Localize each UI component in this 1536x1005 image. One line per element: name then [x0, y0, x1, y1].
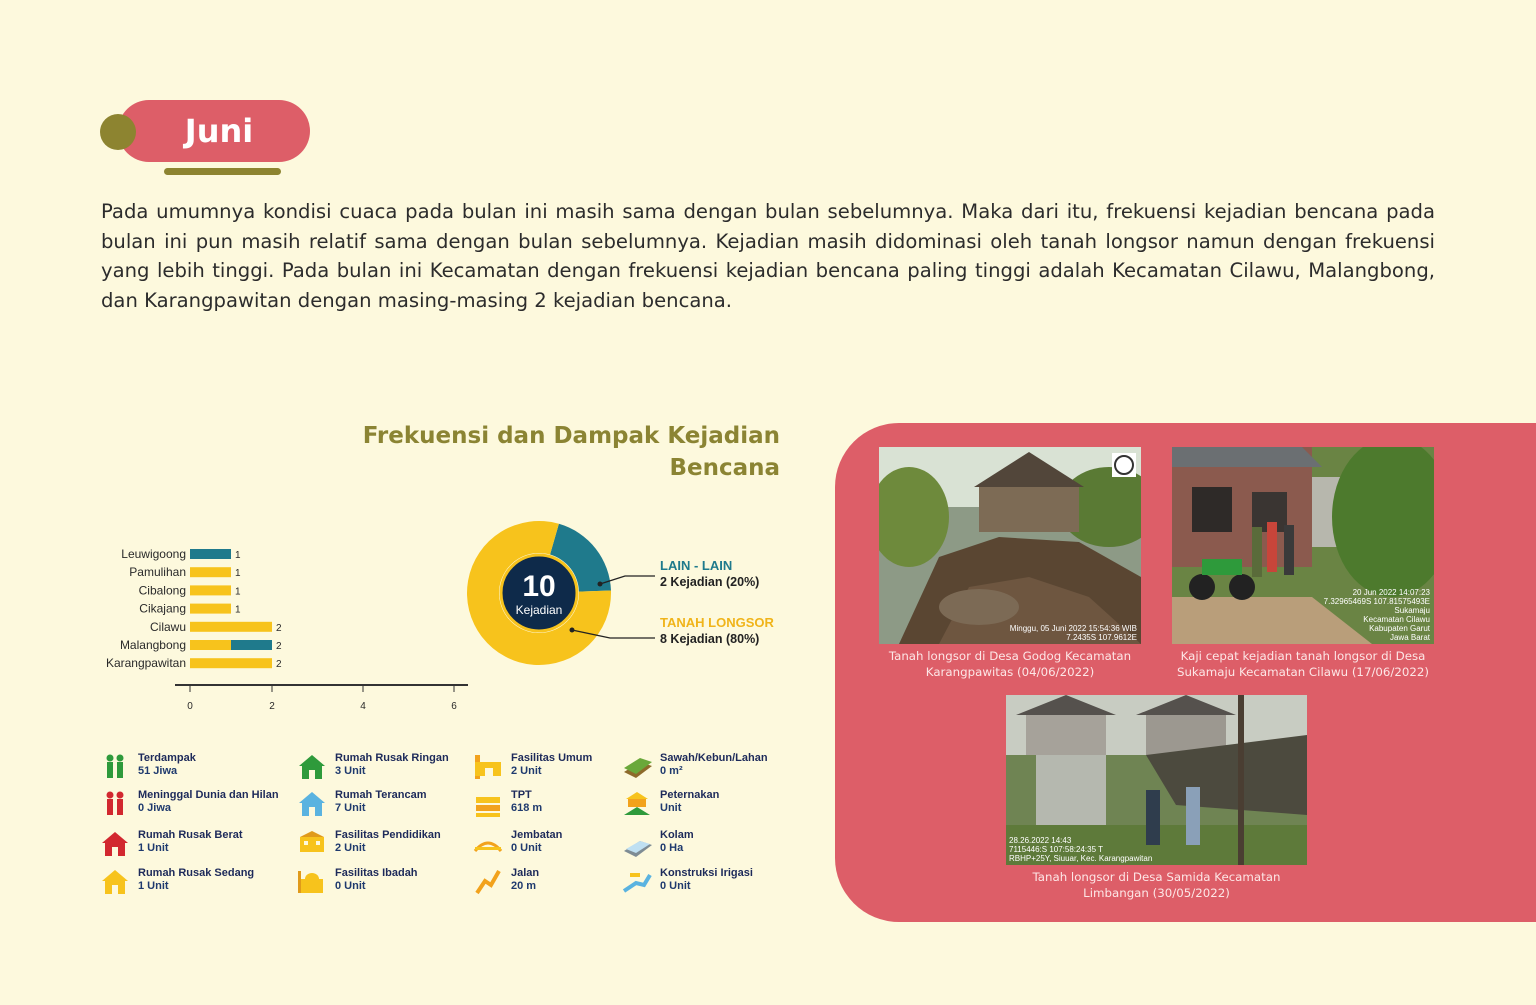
month-title: Juni — [184, 112, 254, 150]
legend-label: Meninggal Dunia dan Hilan — [138, 789, 279, 801]
legend-label: Sawah/Kebun/Lahan — [660, 752, 768, 764]
chart-title — [330, 420, 780, 484]
legend-value: 0 Unit — [511, 841, 542, 854]
legend-label: Rumah Rusak Berat — [138, 829, 243, 841]
legend-value: 0 Unit — [660, 879, 691, 892]
impact-legend — [100, 748, 800, 908]
legend-label: Rumah Terancam — [335, 789, 427, 801]
legend-value: 618 m — [511, 801, 543, 814]
legend-label: Fasilitas Pendidikan — [335, 829, 441, 841]
bar-data-label: 2 — [276, 622, 282, 634]
photo-sukamaju — [1172, 447, 1434, 644]
legend-item — [473, 867, 539, 897]
legend-item — [100, 867, 254, 897]
photo-samida-stamp: 28.26.2022 14:43 7115446:S 107:58:24:35 T RBHP+25Y, Siuuar, Kec. Karangpawitan — [1009, 836, 1153, 863]
leader-dot — [598, 582, 603, 587]
bar-category-label: Cibalong — [138, 583, 186, 598]
mosque-icon — [297, 867, 327, 897]
chart-title-line-2: Bencana — [669, 455, 780, 481]
public-facility-icon — [473, 752, 503, 782]
bar-tanah-longsor — [190, 640, 231, 650]
legend-value: 20 m — [511, 879, 537, 892]
legend-value: 51 Jiwa — [138, 764, 178, 777]
legend-item — [473, 789, 542, 819]
legend-label: Fasilitas Umum — [511, 752, 593, 764]
legend-label: Konstruksi Irigasi — [660, 867, 753, 879]
legend-value: 2 Unit — [511, 764, 542, 777]
legend-label: Kolam — [660, 829, 694, 841]
photo-godog-caption: Tanah longsor di Desa Godog Kecamatan Karangpawitas (04/06/2022) — [888, 649, 1132, 679]
legend-item — [297, 789, 427, 819]
road-icon — [473, 867, 503, 897]
legend-label: Peternakan — [660, 789, 720, 801]
bar-data-label: 1 — [235, 568, 241, 580]
bar-category-label: Cilawu — [149, 619, 186, 634]
bar-category-label: Karangpawitan — [105, 656, 186, 671]
photo-sukamaju-stamp: 20 Jun 2022 14:07:23 7.32965469S 107.81575493E Sukamaju Kecamatan Cilawu Kabupaten Garut Jawa Barat — [1323, 588, 1430, 642]
pond-icon — [622, 829, 652, 859]
house-green-icon — [297, 752, 327, 782]
legend-item — [622, 829, 694, 859]
legend-value: 0 Unit — [335, 879, 366, 892]
legend-value: Unit — [660, 801, 682, 814]
legend-item — [297, 867, 418, 897]
donut-chart — [460, 510, 790, 680]
x-tick-label: 2 — [269, 701, 275, 712]
legend-value: 0 m² — [660, 764, 683, 777]
legend-item — [100, 789, 279, 819]
legend-label: Rumah Rusak Ringan — [335, 752, 449, 764]
bar-lain-lain — [231, 640, 272, 650]
bar-tanah-longsor — [190, 604, 231, 614]
legend-value: 7 Unit — [335, 801, 366, 814]
x-tick-label: 6 — [451, 701, 457, 712]
bar-data-label: 1 — [235, 550, 241, 561]
district-bar-chart — [100, 540, 480, 720]
legend-value: 1 Unit — [138, 841, 169, 854]
livestock-shed-icon — [622, 789, 652, 819]
legend-item — [100, 829, 243, 859]
bar-data-label: 2 — [276, 659, 282, 671]
intro-paragraph: Pada umumnya kondisi cuaca pada bulan ini masih sama dengan bulan sebelumnya. Maka dari itu, frekuensi kejadian bencana pada bulan ini pun masih relatif sama dengan bulan sebelumnya. Kejadian masih didominasi oleh tanah longsor namun dengan frekuensi yang lebih tinggi. Pada bulan ini Kecamatan dengan frekuensi kejadian bencana paling tinggi adalah Kecamatan Cilawu, Malangbong, dan Karangpawitan dengan masing-masing 2 kejadian bencana. — [101, 200, 1435, 312]
bar-tanah-longsor — [190, 585, 231, 595]
bar-category-label: Leuwigoong — [121, 547, 186, 561]
bar-category-label: Malangbong — [119, 638, 186, 652]
photo-godog — [879, 447, 1141, 644]
field-icon — [622, 752, 652, 782]
legend-label: Terdampak — [138, 752, 196, 764]
x-tick-label: 0 — [187, 701, 193, 712]
house-red-icon — [100, 829, 130, 859]
leader-dot — [570, 628, 575, 633]
photo-samida-caption: Tanah longsor di Desa Samida Kecamatan Limbangan (30/05/2022) — [1032, 870, 1281, 900]
school-icon — [297, 829, 327, 859]
bar-tanah-longsor — [190, 658, 272, 668]
photo-godog-stamp: Minggu, 05 Juni 2022 15:54:36 WIB 7.2435S 107.9612E — [1009, 624, 1137, 642]
legend-label: Jembatan — [511, 829, 563, 841]
legend-item — [297, 829, 441, 859]
legend-label: Fasilitas Ibadah — [335, 867, 418, 879]
legend-item — [622, 867, 753, 897]
donut-slice-name: LAIN - LAIN — [660, 558, 733, 573]
donut-slice-name: TANAH LONGSOR — [660, 615, 774, 630]
legend-label: Rumah Rusak Sedang — [138, 867, 255, 879]
bridge-icon — [473, 829, 503, 859]
chart-title-line-1: Frekuensi dan Dampak Kejadian — [362, 423, 780, 449]
bar-category-label: Cikajang — [139, 601, 186, 616]
people-green-icon — [100, 752, 130, 782]
legend-item — [297, 752, 449, 782]
bar-tanah-longsor — [190, 567, 231, 577]
bar-data-label: 1 — [235, 604, 241, 616]
photo-sukamaju-caption: Kaji cepat kejadian tanah longsor di Desa Sukamaju Kecamatan Cilawu (17/06/2022) — [1176, 649, 1430, 679]
bar-lain-lain — [190, 549, 231, 559]
bar-data-label: 1 — [235, 586, 241, 598]
donut-slice-detail: 8 Kejadian (80%) — [660, 632, 760, 646]
legend-label: TPT — [511, 789, 532, 801]
house-blue-icon — [297, 789, 327, 819]
bar-tanah-longsor — [190, 622, 272, 632]
house-yellow-icon — [100, 867, 130, 897]
donut-slice-detail: 2 Kejadian (20%) — [660, 575, 760, 589]
legend-value: 1 Unit — [138, 879, 169, 892]
legend-value: 0 Jiwa — [138, 801, 172, 814]
legend-item — [100, 752, 196, 782]
people-red-icon — [100, 789, 130, 819]
photo-samida — [1006, 695, 1307, 865]
donut-center-label: Kejadian — [515, 603, 563, 617]
legend-item — [473, 752, 592, 782]
legend-item — [473, 829, 562, 859]
irrigation-icon — [622, 867, 652, 897]
x-tick-label: 4 — [360, 701, 366, 712]
month-underline — [164, 168, 281, 175]
retaining-wall-icon — [473, 789, 503, 819]
month-tag — [100, 100, 312, 180]
legend-value: 0 Ha — [660, 841, 684, 854]
donut-center-value: 10 — [522, 570, 556, 603]
legend-label: Jalan — [511, 867, 540, 879]
legend-value: 3 Unit — [335, 764, 366, 777]
legend-item — [622, 789, 719, 819]
legend-item — [622, 752, 768, 782]
bar-data-label: 2 — [276, 641, 282, 652]
legend-value: 2 Unit — [335, 841, 366, 854]
bar-category-label: Pamulihan — [129, 565, 186, 580]
